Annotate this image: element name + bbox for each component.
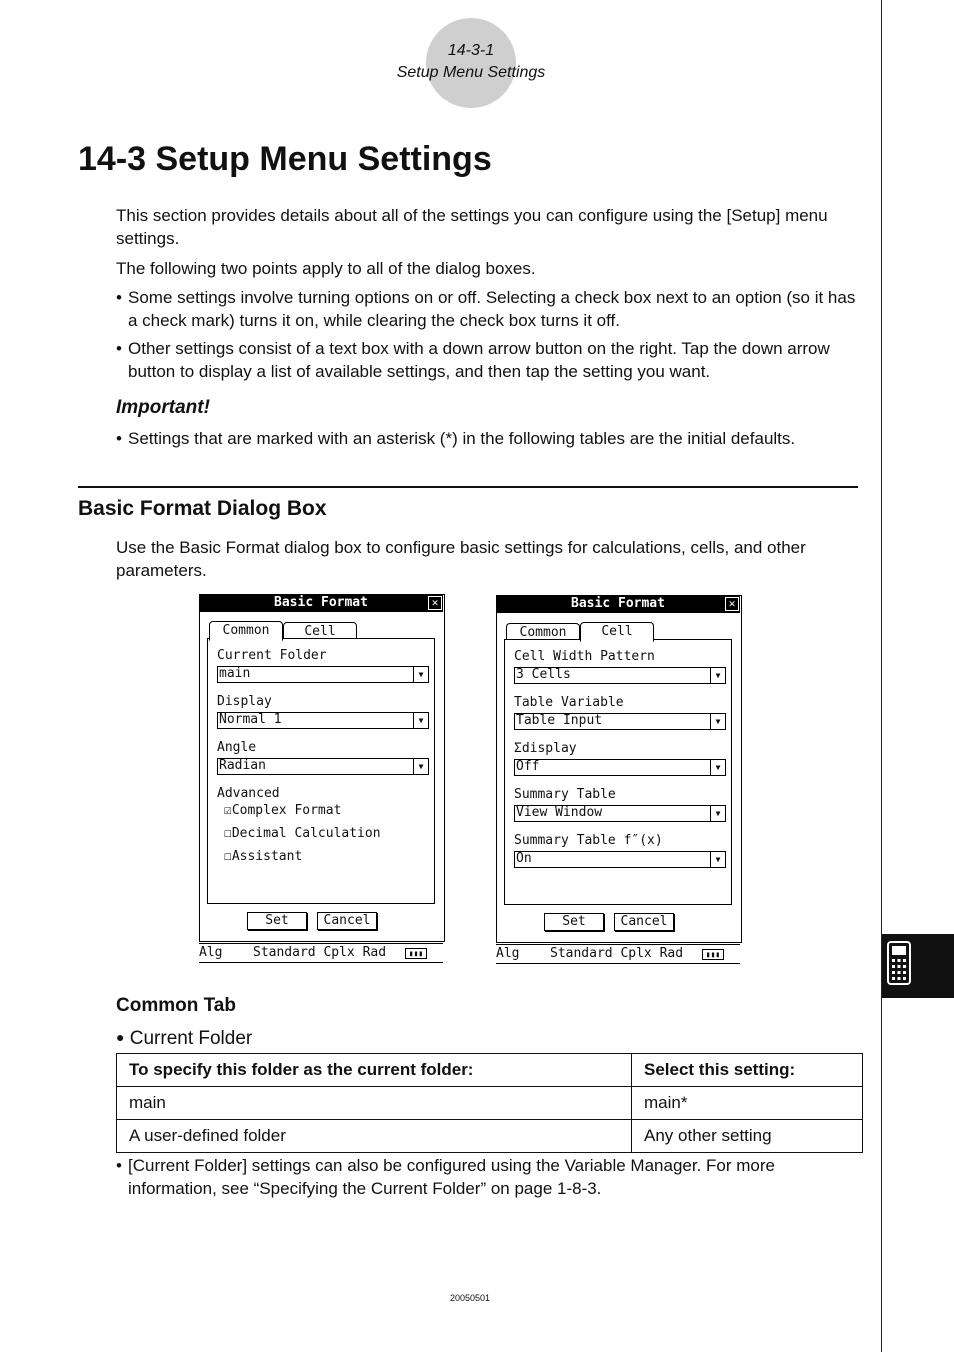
dialog-title: Basic Format bbox=[496, 595, 740, 613]
section-number: 14-3-1 bbox=[447, 42, 495, 59]
close-icon[interactable]: ✕ bbox=[428, 596, 442, 610]
summary-table-select[interactable] bbox=[514, 805, 726, 822]
current-folder-heading: ● Current Folder bbox=[116, 1028, 253, 1049]
checkbox-label: Decimal Calculation bbox=[231, 826, 381, 841]
bullet-item: • Some settings involve turning options on or off. Selecting a check box next to an option (so it has a check mark) turns it on, while clearing the check box turns it off. bbox=[116, 288, 856, 330]
table-row bbox=[117, 1087, 863, 1120]
select-value: Off bbox=[516, 759, 540, 774]
footer-code: 20050501 bbox=[449, 1293, 491, 1303]
checkbox-label: Assistant bbox=[231, 849, 303, 864]
select-value: main bbox=[219, 666, 251, 681]
table-cell: Any other setting bbox=[632, 1120, 863, 1153]
checkbox-empty-icon[interactable]: ☐ bbox=[224, 849, 232, 864]
section-heading: Basic Format Dialog Box bbox=[78, 497, 327, 520]
field-label: Summary Table f″(x) bbox=[514, 833, 663, 848]
table-cell: main* bbox=[632, 1087, 863, 1120]
select-value: On bbox=[516, 851, 532, 866]
dropdown-arrow-icon[interactable]: ▼ bbox=[413, 667, 428, 682]
cancel-button[interactable]: Cancel bbox=[614, 913, 674, 931]
battery-icon: ▮▮▮ bbox=[405, 948, 427, 959]
tab-common[interactable]: Common bbox=[506, 623, 580, 640]
dropdown-arrow-icon[interactable]: ▼ bbox=[413, 713, 428, 728]
tab-cell[interactable]: Cell bbox=[580, 622, 654, 642]
bullet-text: [Current Folder] settings can also be configured using the Variable Manager. For more information, see “Specifying the Current Folder” on page 1-8-3. bbox=[128, 1156, 775, 1198]
field-label: Angle bbox=[217, 740, 257, 755]
bullet-text: Other settings consist of a text box with a down arrow button on the right. Tap the down arrow button to display a list of available settings, and then tap the setting you want. bbox=[128, 339, 830, 381]
section-description: Use the Basic Format dialog box to configure basic settings for calculations, cells, and other parameters. bbox=[116, 538, 806, 580]
settings-table bbox=[116, 1053, 863, 1153]
bullet-item: • Other settings consist of a text box with a down arrow button on the right. Tap the down arrow button to display a list of available settings, and then tap the setting you want. bbox=[116, 337, 856, 383]
summary-table-fx-select[interactable] bbox=[514, 851, 726, 868]
current-folder-select[interactable] bbox=[217, 666, 429, 683]
table-cell: A user-defined folder bbox=[117, 1120, 632, 1153]
table-variable-select[interactable] bbox=[514, 713, 726, 730]
dialog-title: Basic Format bbox=[199, 594, 443, 612]
subsection-heading: Common Tab bbox=[116, 995, 236, 1016]
dropdown-arrow-icon[interactable]: ▼ bbox=[710, 714, 725, 729]
table-header-row bbox=[117, 1054, 863, 1087]
intro-paragraph: This section provides details about all of the settings you can configure using the [Setup] menu settings. bbox=[116, 206, 828, 248]
table-header-cell: To specify this folder as the current folder: bbox=[117, 1054, 632, 1087]
decimal-calculation-checkbox[interactable] bbox=[224, 826, 381, 841]
set-button[interactable]: Set bbox=[544, 913, 604, 931]
dropdown-arrow-icon[interactable]: ▼ bbox=[710, 760, 725, 775]
bullet-item: • Settings that are marked with an asterisk (*) in the following tables are the initial defaults. bbox=[116, 427, 856, 450]
page-title: 14-3 Setup Menu Settings bbox=[78, 140, 492, 178]
calculator-icon bbox=[882, 934, 954, 998]
field-label: Summary Table bbox=[514, 787, 616, 802]
table-row bbox=[117, 1120, 863, 1153]
checkbox-empty-icon[interactable]: ☐ bbox=[224, 826, 232, 841]
dropdown-arrow-icon[interactable]: ▼ bbox=[413, 759, 428, 774]
field-label: Table Variable bbox=[514, 695, 624, 710]
dialog-screenshot-common bbox=[199, 594, 445, 966]
dialog-screenshot-cell bbox=[496, 595, 742, 967]
table-header-cell: Select this setting: bbox=[632, 1054, 863, 1087]
field-label: Cell Width Pattern bbox=[514, 649, 655, 664]
intro-paragraph-2: The following two points apply to all of the dialog boxes. bbox=[116, 259, 536, 278]
margin-rule bbox=[881, 0, 882, 1352]
tab-common[interactable]: Common bbox=[209, 621, 283, 641]
status-mode: Alg bbox=[199, 945, 223, 960]
bullet-text: Some settings involve turning options on or off. Selecting a check box next to an option (so it has a check mark) turns it on, while clearing the check box turns it off. bbox=[128, 288, 856, 330]
status-settings: Standard Cplx Rad bbox=[253, 945, 387, 960]
section-divider bbox=[78, 486, 858, 488]
status-bar bbox=[199, 944, 443, 963]
chapter-tab bbox=[882, 934, 954, 998]
dropdown-arrow-icon[interactable]: ▼ bbox=[710, 852, 725, 867]
header-badge bbox=[426, 18, 516, 108]
status-bar bbox=[496, 945, 740, 964]
tab-cell[interactable]: Cell bbox=[283, 622, 357, 639]
checkbox-label: Complex Format bbox=[231, 803, 342, 818]
field-label: Σdisplay bbox=[514, 741, 577, 756]
select-value: Table Input bbox=[516, 713, 603, 728]
sigma-display-select[interactable] bbox=[514, 759, 726, 776]
bullet-text: Settings that are marked with an asterisk (*) in the following tables are the initial defaults. bbox=[128, 429, 796, 448]
select-value: 3 Cells bbox=[516, 667, 571, 682]
set-button[interactable]: Set bbox=[247, 912, 307, 930]
status-settings: Standard Cplx Rad bbox=[550, 946, 684, 961]
select-value: Radian bbox=[219, 758, 266, 773]
angle-select[interactable] bbox=[217, 758, 429, 775]
bullet-item: • [Current Folder] settings can also be configured using the Variable Manager. For more information, see “Specifying the Current Folder” on page 1-8-3. bbox=[116, 1154, 856, 1200]
current-folder-label: Current Folder bbox=[129, 1028, 253, 1049]
dropdown-arrow-icon[interactable]: ▼ bbox=[710, 806, 725, 821]
display-select[interactable] bbox=[217, 712, 429, 729]
assistant-checkbox[interactable] bbox=[224, 849, 302, 864]
field-label: Current Folder bbox=[217, 648, 327, 663]
select-value: Normal 1 bbox=[219, 712, 282, 727]
important-label: Important! bbox=[116, 397, 210, 418]
dropdown-arrow-icon[interactable]: ▼ bbox=[710, 668, 725, 683]
field-label: Display bbox=[217, 694, 272, 709]
checkbox-checked-icon[interactable]: ☑ bbox=[224, 803, 232, 818]
section-title: Setup Menu Settings bbox=[396, 64, 546, 81]
advanced-label: Advanced bbox=[217, 786, 280, 801]
cell-width-select[interactable] bbox=[514, 667, 726, 684]
select-value: View Window bbox=[516, 805, 603, 820]
complex-format-checkbox[interactable] bbox=[224, 803, 341, 818]
cancel-button[interactable]: Cancel bbox=[317, 912, 377, 930]
table-cell: main bbox=[117, 1087, 632, 1120]
close-icon[interactable]: ✕ bbox=[725, 597, 739, 611]
status-mode: Alg bbox=[496, 946, 520, 961]
battery-icon: ▮▮▮ bbox=[702, 949, 724, 960]
